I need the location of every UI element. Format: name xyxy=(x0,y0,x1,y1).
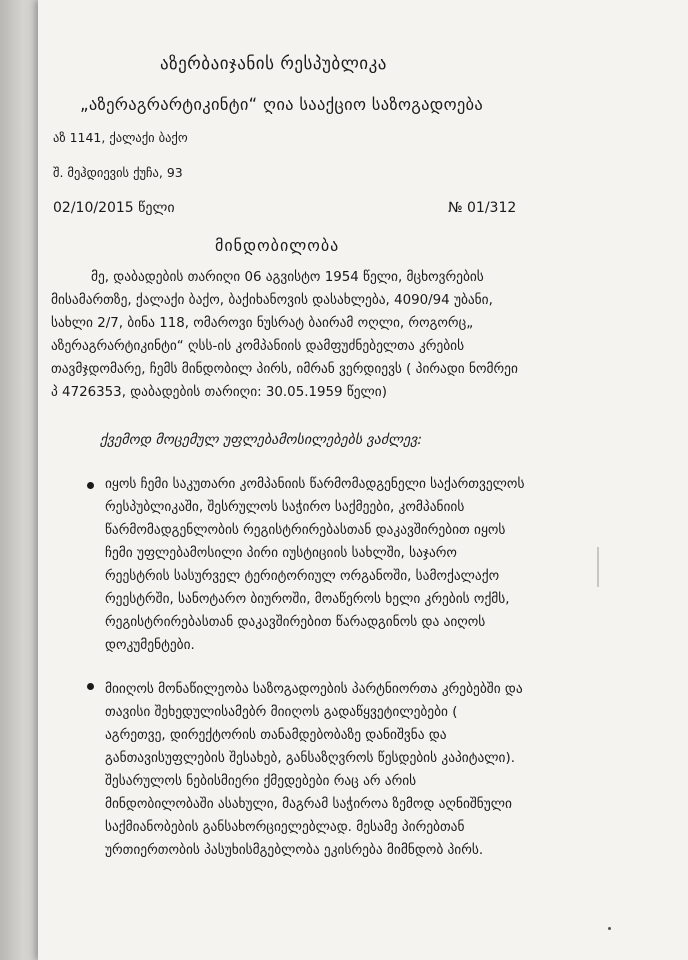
bullet-line: საქმიანობების განსახორციელებლად. მესამე პირებთან xyxy=(105,820,465,835)
bullet-line: მიიღოს მონაწილეობა საზოგადოების პარტნიორთა კრებებში და xyxy=(105,682,523,697)
intro-line: მისამართზე, ქალაქი ბაქო, ბაქიხანოვის დასახლება, 4090/94 უბანი, xyxy=(51,293,493,308)
document-date: 02/10/2015 წელი xyxy=(53,200,175,216)
bullet-line: რესპუბლიკაში, შესრულოს საჭირო საქმეები, კომპანიის xyxy=(105,500,465,515)
intro-line: პ 4726353, დაბადების თარიღი: 30.05.1959 წელი) xyxy=(51,385,387,400)
bullet-line: განთავისუფლების შესახებ, განსაზღვროს წესდების კაპიტალი). xyxy=(105,751,515,766)
intro-line: სახლი 2/7, ბინა 118, ომაროვი ნუსრატ ბაირამ ოღლი, როგორც„ xyxy=(51,316,474,331)
intro-line: თავმჯდომარე, ჩემს მინდობილ პირს, იმრან ვერდიევს ( პირადი ნომრეი xyxy=(51,362,518,377)
bullet-line: რეგისტრირებასთან დაკავშირებით წარადგინოს და აიღოს xyxy=(105,615,486,630)
page-edge-shadow xyxy=(0,0,38,960)
bullet-line: დოკუმენტები. xyxy=(105,638,195,653)
bullet-item-2 xyxy=(105,678,523,862)
document-number: № 01/312 xyxy=(448,200,517,216)
bullet-line: რეესტრში, სანოტარო ბიუროში, მოაწეროს ხელი კრების ოქმს, xyxy=(105,592,510,607)
intro-line: მე, დაბადების თარიღი 06 აგვისტო 1954 წელი, მცხოვრების xyxy=(91,270,484,285)
document-heading: მინდობილობა xyxy=(215,236,340,255)
bullet-line: შესარულოს ნებისმიერი ქმედებები რაც არ არის xyxy=(105,774,417,789)
paper-crease xyxy=(597,547,599,587)
intro-paragraph xyxy=(51,266,518,404)
company-title: „აზერაგრარტიკინტი“ ღია სააქციო საზოგადოება xyxy=(80,95,484,114)
address-line-2: შ. მეჰდიევის ქუჩა, 93 xyxy=(53,165,183,180)
bullet-line: იყოს ჩემი საკუთარი კომპანიის წარმომადგენელი საქართველოს xyxy=(105,477,525,492)
intro-line: აზერაგრარტიკინტი“ ღსს-ის კომპანიის დამფუძნებელთა კრების xyxy=(51,339,465,354)
bullet-icon xyxy=(87,482,94,489)
bullet-line: წარმომადგენლობის რეგისტრირებასთან დაკავშირებით იყოს xyxy=(105,523,506,538)
bullet-item-1 xyxy=(105,473,524,657)
bullet-line: რეესტრის სასურველ ტერიტორიულ ორგანოში, სამოქალაქო xyxy=(105,569,500,584)
bullet-icon xyxy=(87,683,94,690)
bullet-line: აგრეთვე, დირექტორის თანამდებობაზე დანიშვნა და xyxy=(105,728,447,743)
powers-subheading: ქვემოდ მოცემულ უფლებამოსილებებს ვაძლევ: xyxy=(100,432,423,448)
bullet-line: თავისი შეხედულისამებრ მიიღოს გადაწყვეტილებები ( xyxy=(105,705,458,720)
bullet-line: მინდობილობაში ასახული, მაგრამ საჭიროა ზემოდ აღნიშნული xyxy=(105,797,512,812)
paper-speck xyxy=(608,927,611,930)
bullet-line: ჩემი უფლებამოსილი პირი იუსტიციის სახლში, საჯარო xyxy=(105,546,457,561)
address-line-1: აზ 1141, ქალაქი ბაქო xyxy=(53,130,188,145)
bullet-line: ურთიერთობის პასუხისმგებლობა ეკისრება მიმნდობ პირს. xyxy=(105,843,484,858)
country-title: აზერბაიჯანის რესპუბლიკა xyxy=(160,54,387,74)
